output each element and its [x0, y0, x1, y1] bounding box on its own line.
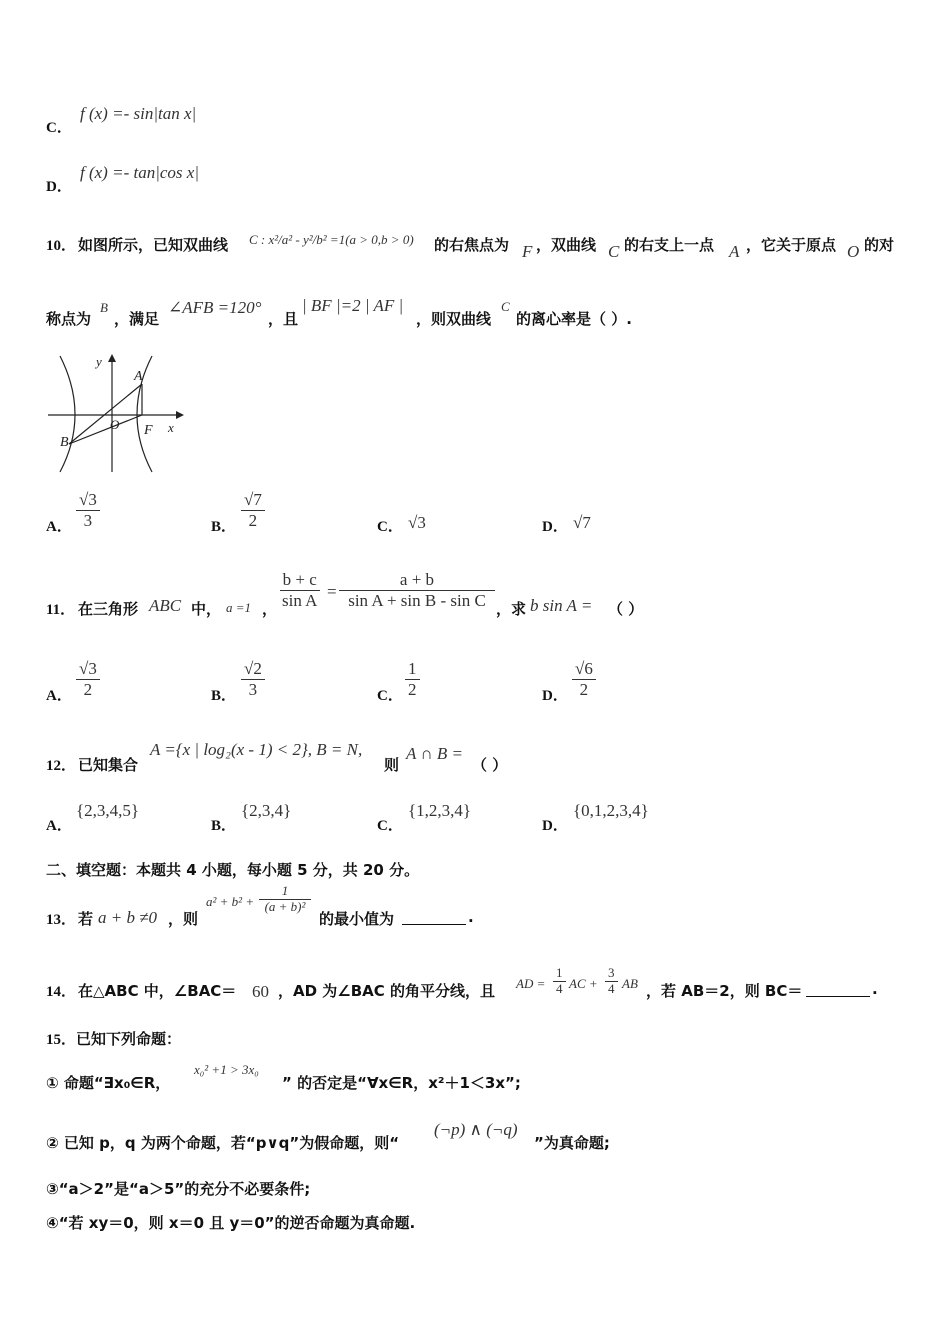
- fraction-denominator: 2: [408, 679, 417, 699]
- q15-header: [46, 1028, 181, 1049]
- q14-math: AB: [622, 976, 638, 991]
- fraction-denominator: 3: [83, 510, 93, 530]
- q10-math: C: [608, 242, 620, 261]
- q10-text: 称点为: [46, 310, 92, 328]
- q12-set-definition: A ={x | log₂(x - 1) < 2}, B = N,: [150, 740, 363, 759]
- q12-option-a-label: A．: [46, 818, 72, 834]
- q11-text: 中，: [191, 600, 222, 618]
- q10-text: ，满足: [114, 310, 160, 328]
- q11-option-d-label: D．: [542, 688, 568, 704]
- q10-text: ，且: [268, 310, 299, 328]
- q9-option-c-label: C．: [46, 120, 72, 136]
- fraction-numerator: 1: [553, 966, 566, 982]
- label-b: B: [60, 435, 69, 450]
- q13-text: ，则: [168, 910, 199, 928]
- q14-text: ，若 AB＝2，则 BC＝: [646, 982, 803, 1000]
- q10-text: ，双曲线: [536, 236, 597, 254]
- q14-answer-blank: [806, 982, 870, 997]
- q12-line: [46, 738, 916, 774]
- q10-option-c-value: √3: [408, 513, 426, 532]
- q11-text: ，: [262, 600, 278, 618]
- q14-text: .: [872, 980, 878, 998]
- q15-math: (¬p) ∧ (¬q): [434, 1120, 518, 1139]
- q13-text: 若: [78, 910, 94, 928]
- q15-statement-4: ④“若 xy＝0，则 x＝0 且 y＝0”的逆否命题为真命题.: [46, 1214, 416, 1232]
- q14-fraction-1: [553, 966, 566, 997]
- q11-lhs-fraction: [279, 570, 320, 610]
- q10-option-b-label: B．: [211, 519, 237, 535]
- q12-option-b-value: {2,3,4}: [241, 801, 292, 820]
- q10-option-a-label: A．: [46, 519, 72, 535]
- fraction-denominator: 2: [248, 510, 258, 530]
- fraction-denominator: 4: [556, 980, 563, 996]
- q15-text: ② 已知 p，q 为两个命题，若“p∨q”为假命题，则“: [46, 1134, 400, 1152]
- q11-option-b-value: [241, 659, 265, 699]
- q10-line1: [46, 228, 916, 264]
- q12-text: 已知集合: [78, 756, 139, 774]
- q11-rhs-fraction: [339, 570, 495, 610]
- label-o: O: [110, 417, 120, 432]
- q15-statement-2: [46, 1118, 916, 1154]
- q11-option-c-value: [405, 659, 420, 699]
- q11-math: a =1: [226, 600, 252, 615]
- q10-hyperbola-equation: C : x²/a² - y²/b² =1(a > 0,b > 0): [249, 232, 414, 247]
- q14-text: ，AD 为∠BAC 的角平分线，且: [278, 982, 496, 1000]
- left-branch: [60, 356, 75, 472]
- q11-text: （ ）: [608, 600, 644, 618]
- q11-line: [46, 570, 916, 626]
- q15-statement-1: [46, 1058, 916, 1094]
- q14-line: [46, 966, 916, 1006]
- q15-text: ”为真命题;: [534, 1134, 610, 1152]
- q14-math: AC +: [569, 976, 598, 991]
- q10-math: O: [847, 242, 860, 261]
- q10-math: A: [729, 242, 740, 261]
- q11-option-a-value: [76, 659, 100, 699]
- fraction-numerator: b + c: [280, 570, 320, 591]
- q12-text: 则: [384, 756, 400, 774]
- fraction-numerator: √2: [241, 659, 265, 680]
- q14-number: 14．: [46, 984, 77, 1000]
- q15-number: 15．: [46, 1032, 77, 1048]
- label-f: F: [144, 423, 153, 438]
- q10-option-d-value: √7: [573, 513, 591, 532]
- fraction-denominator: 2: [579, 679, 589, 699]
- section-heading: 二、填空题：本题共 4 小题，每小题 5 分，共 20 分。: [46, 861, 420, 879]
- fraction-numerator: √3: [76, 659, 100, 680]
- q9-option-c-math: f (x) =- sin|tan x|: [80, 104, 197, 123]
- q10-number: 10．: [46, 238, 77, 254]
- q12-math: A ∩ B =: [406, 744, 463, 763]
- q13-line: [46, 884, 916, 930]
- q10-option-c-label: C．: [377, 519, 403, 535]
- q9-option-d-label: D．: [46, 179, 72, 195]
- q11-math: b sin A =: [530, 596, 593, 615]
- q11-option-d-value: [572, 659, 596, 699]
- q11-option-a-label: A．: [46, 688, 72, 704]
- q15-text: ” 的否定是“∀x∈R，x²＋1＜3x”;: [282, 1074, 521, 1092]
- q10-option-d-label: D．: [542, 519, 568, 535]
- q13-number: 13．: [46, 912, 77, 928]
- q15-math: x₀² +1 > 3x₀: [194, 1062, 259, 1077]
- label-y: y: [96, 354, 102, 369]
- q11-number: 11．: [46, 602, 76, 618]
- fraction-denominator: sin A + sin B - sin C: [348, 590, 486, 610]
- q12-option-d-label: D．: [542, 818, 568, 834]
- fraction-denominator: 2: [83, 679, 93, 699]
- q11-text: ，求: [496, 600, 527, 618]
- q11-option-b-label: B．: [211, 688, 237, 704]
- q15-statement-3: ③“a＞2”是“a＞5”的充分不必要条件;: [46, 1180, 311, 1198]
- fraction-numerator: 1: [405, 659, 420, 680]
- q11-text: 在三角形: [78, 600, 139, 618]
- q10-text: ，则双曲线: [416, 310, 492, 328]
- fraction-numerator: a + b: [339, 570, 495, 591]
- q14-text: 在△ABC 中，∠BAC＝: [78, 982, 237, 1000]
- fraction-denominator: (a + b)²: [264, 898, 306, 914]
- q10-text: ，它关于原点: [746, 236, 837, 254]
- fraction-numerator: √3: [76, 490, 100, 511]
- q10-option-b-value: [241, 490, 265, 530]
- q13-text: 的最小值为: [319, 910, 395, 928]
- q14-fraction-2: [605, 966, 618, 997]
- fraction-denominator: 4: [608, 980, 615, 996]
- q10-text: 的右支上一点: [624, 236, 715, 254]
- q11-math: ABC: [149, 596, 182, 615]
- q13-math: a + b ≠0: [98, 908, 158, 927]
- label-x: x: [168, 420, 174, 435]
- q10-math: F: [522, 242, 533, 261]
- q13-fraction: [259, 884, 311, 915]
- q12-text: （ ）: [472, 756, 508, 774]
- line-bf: [69, 415, 142, 444]
- q15-text: ① 命题“∃x₀∈R，: [46, 1074, 171, 1092]
- x-axis-arrow: [176, 411, 184, 419]
- q11-option-c-label: C．: [377, 688, 403, 704]
- q12-option-b-label: B．: [211, 818, 237, 834]
- q14-math: AD =: [516, 976, 546, 991]
- q9-option-d-math: f (x) =- tan|cos x|: [80, 163, 199, 182]
- q12-option-c-value: {1,2,3,4}: [408, 801, 472, 820]
- q10-condition: | BF |=2 | AF |: [302, 296, 404, 315]
- q10-math: B: [100, 300, 108, 315]
- fraction-numerator: 1: [259, 884, 311, 900]
- q10-math: C: [501, 299, 510, 314]
- fraction-denominator: 3: [248, 679, 258, 699]
- q10-text: 的对: [864, 236, 895, 254]
- q10-angle: ∠AFB =120°: [168, 298, 262, 317]
- q10-option-a-value: [76, 490, 100, 530]
- line-ab: [69, 384, 142, 444]
- hyperbola-figure: [44, 350, 184, 475]
- fraction-denominator: sin A: [282, 590, 318, 610]
- q12-option-a-value: {2,3,4,5}: [76, 801, 140, 820]
- q10-text: 如图所示，已知双曲线: [78, 236, 229, 254]
- q12-option-d-value: {0,1,2,3,4}: [573, 801, 649, 820]
- q13-math: a² + b² +: [206, 894, 255, 909]
- q13-answer-blank: [402, 910, 466, 925]
- q15-text: 已知下列命题：: [76, 1030, 182, 1048]
- q13-text: .: [468, 908, 474, 926]
- q11-math: =: [327, 582, 337, 601]
- q10-text: 的离心率是（ ）.: [516, 310, 632, 328]
- fraction-numerator: 3: [605, 966, 618, 982]
- q10-text: 的右焦点为: [434, 236, 510, 254]
- q10-line2: [46, 296, 916, 332]
- y-axis-arrow: [108, 354, 116, 362]
- fraction-numerator: √7: [241, 490, 265, 511]
- q14-math: 60: [252, 982, 269, 1001]
- q12-option-c-label: C．: [377, 818, 403, 834]
- label-a: A: [134, 369, 143, 384]
- q12-number: 12．: [46, 758, 77, 774]
- fraction-numerator: √6: [572, 659, 596, 680]
